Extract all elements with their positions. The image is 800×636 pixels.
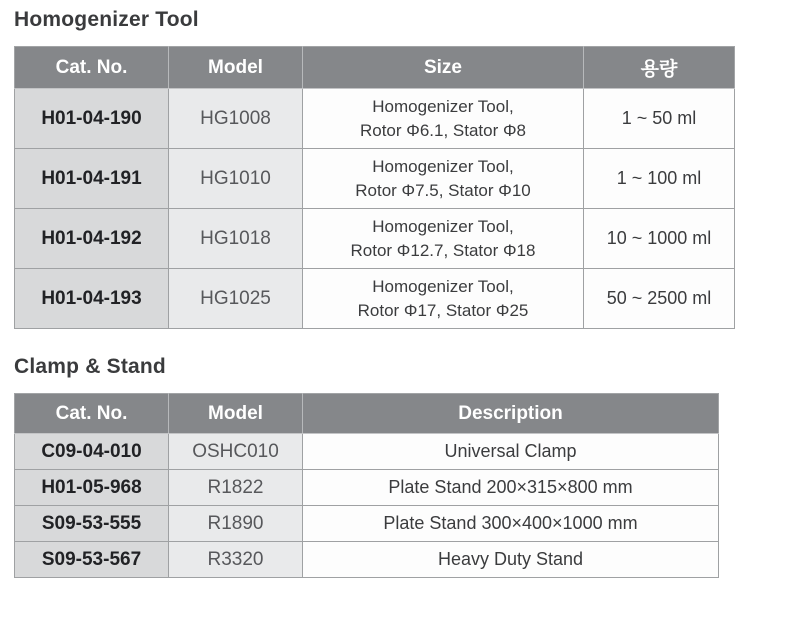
size-line-1: Homogenizer Tool, — [372, 156, 514, 176]
header-row — [15, 47, 735, 89]
model-cell: HG1025 — [169, 269, 303, 329]
size-cell — [303, 209, 584, 269]
size-cell — [303, 269, 584, 329]
size-line-2: Rotor Φ7.5, Stator Φ10 — [355, 180, 531, 200]
cat-no-cell: H01-04-193 — [15, 269, 169, 329]
size-line-2: Rotor Φ17, Stator Φ25 — [357, 300, 529, 320]
cat-no-cell: H01-04-190 — [15, 89, 169, 149]
table-row — [15, 434, 719, 470]
table-row — [15, 542, 719, 578]
column-header-model: Model — [169, 394, 303, 434]
cat-no-cell: H01-05-968 — [15, 470, 169, 506]
homogenizer-table — [14, 46, 735, 329]
description-cell: Heavy Duty Stand — [303, 542, 719, 578]
cat-no-cell: S09-53-567 — [15, 542, 169, 578]
table-row — [15, 470, 719, 506]
description-cell: Plate Stand 300×400×1000 mm — [303, 506, 719, 542]
capacity-cell: 50 ~ 2500 ml — [584, 269, 735, 329]
clamp-stand-table — [14, 393, 719, 578]
table-row — [15, 149, 735, 209]
column-header-cat-no: Cat. No. — [15, 394, 169, 434]
cat-no-cell: C09-04-010 — [15, 434, 169, 470]
description-cell: Plate Stand 200×315×800 mm — [303, 470, 719, 506]
page-title: Homogenizer Tool — [14, 8, 199, 31]
size-line-1: Homogenizer Tool, — [372, 216, 514, 236]
table-row — [15, 269, 735, 329]
size-line-2: Rotor Φ12.7, Stator Φ18 — [350, 240, 536, 260]
size-line-2: Rotor Φ6.1, Stator Φ8 — [359, 120, 527, 140]
size-line-1: Homogenizer Tool, — [372, 96, 514, 116]
model-cell: R3320 — [169, 542, 303, 578]
table-row — [15, 506, 719, 542]
capacity-cell: 1 ~ 100 ml — [584, 149, 735, 209]
cat-no-cell: S09-53-555 — [15, 506, 169, 542]
cat-no-cell: H01-04-192 — [15, 209, 169, 269]
size-line-1: Homogenizer Tool, — [372, 276, 514, 296]
size-cell — [303, 149, 584, 209]
capacity-cell: 1 ~ 50 ml — [584, 89, 735, 149]
homogenizer-tool-section — [14, 8, 800, 329]
cat-no-cell: H01-04-191 — [15, 149, 169, 209]
header-row — [15, 394, 719, 434]
model-cell: HG1018 — [169, 209, 303, 269]
clamp-stand-section — [14, 355, 800, 578]
column-header-model: Model — [169, 47, 303, 89]
table-row — [15, 89, 735, 149]
column-header-cat-no: Cat. No. — [15, 47, 169, 89]
column-header-size: Size — [303, 47, 584, 89]
model-cell: HG1008 — [169, 89, 303, 149]
model-cell: R1890 — [169, 506, 303, 542]
description-cell: Universal Clamp — [303, 434, 719, 470]
model-cell: R1822 — [169, 470, 303, 506]
model-cell: HG1010 — [169, 149, 303, 209]
column-header-description: Description — [303, 394, 719, 434]
capacity-cell: 10 ~ 1000 ml — [584, 209, 735, 269]
model-cell: OSHC010 — [169, 434, 303, 470]
column-header-capacity: 용량 — [584, 47, 735, 89]
size-cell — [303, 89, 584, 149]
section-title: Clamp & Stand — [14, 355, 166, 378]
table-row — [15, 209, 735, 269]
